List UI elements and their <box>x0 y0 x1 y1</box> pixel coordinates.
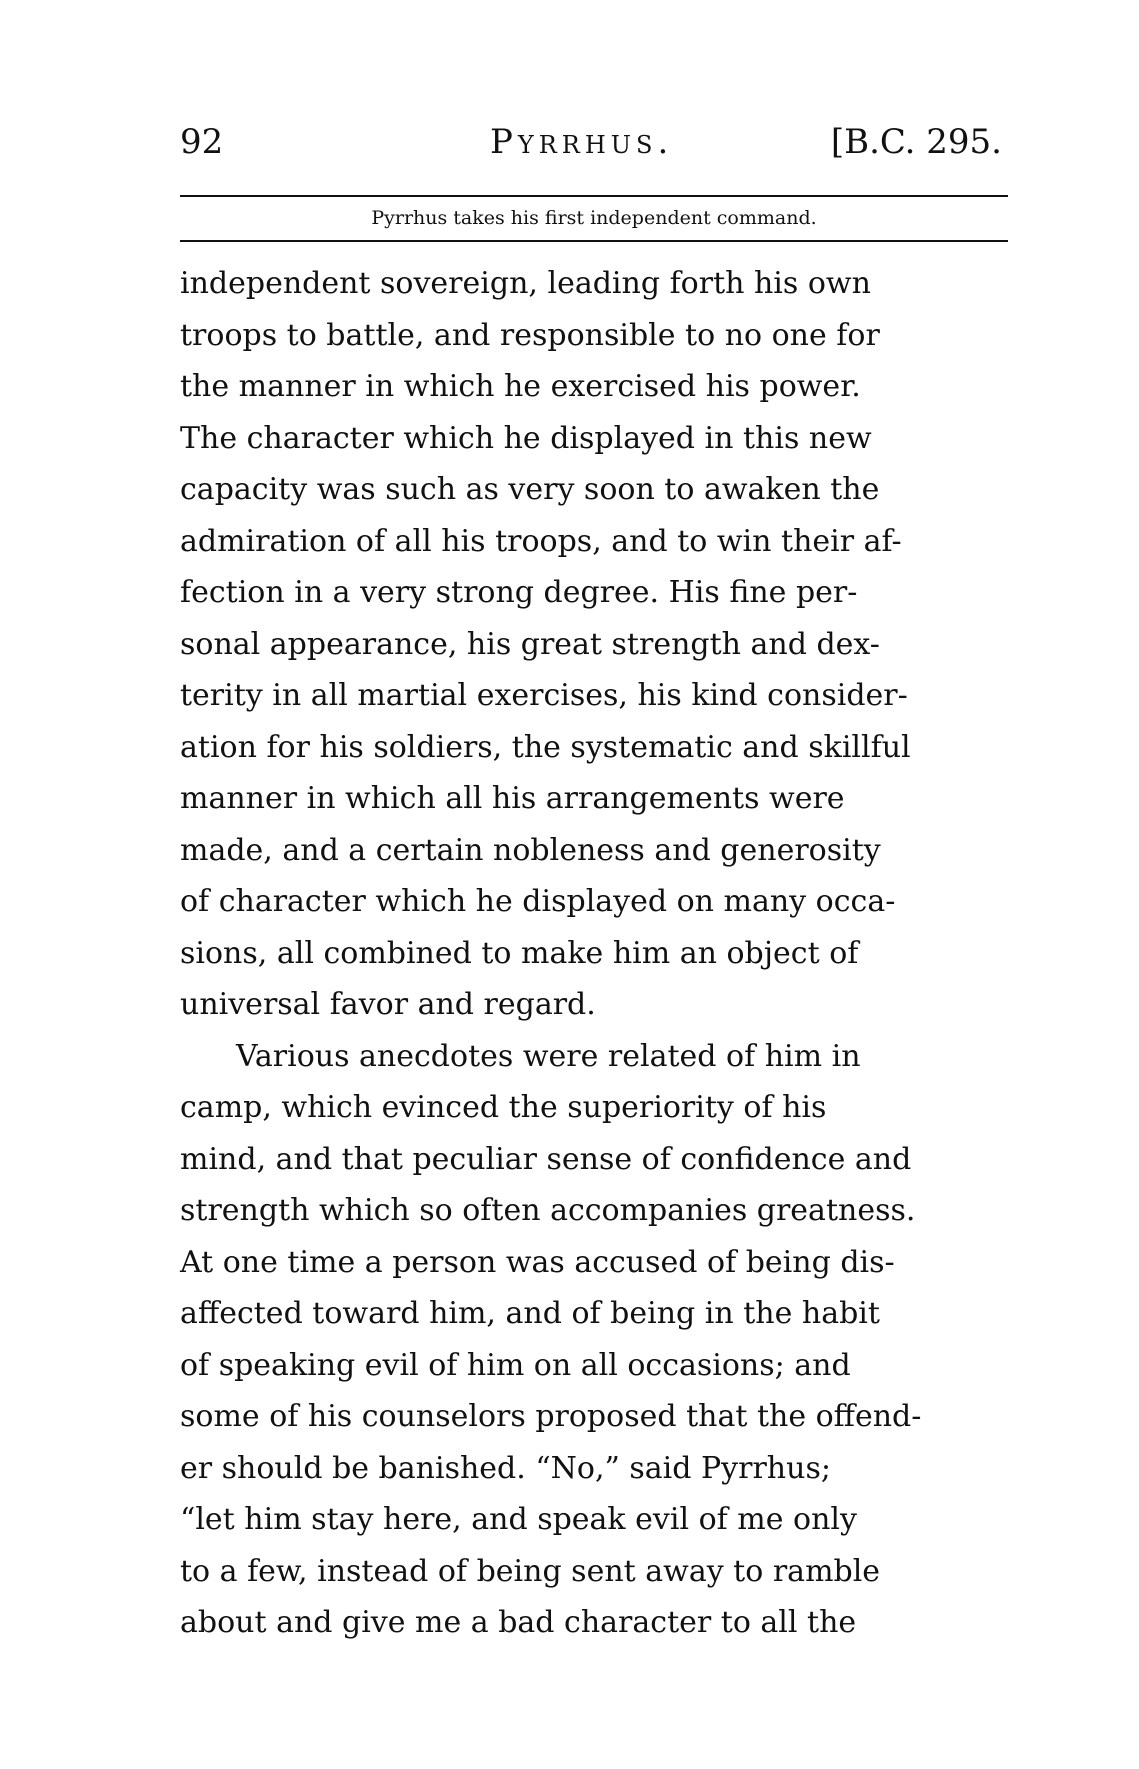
text-line: affected toward him, and of being in the habit <box>180 1296 880 1331</box>
text-line: ation for his soldiers, the systematic and skillful <box>180 729 911 765</box>
text-line: strength which so often accompanies greatness. <box>180 1193 916 1228</box>
running-head <box>180 118 1010 178</box>
text-line: sonal appearance, his great strength and dex- <box>180 626 880 662</box>
text-line: admiration of all his troops, and to win their af- <box>180 523 902 559</box>
text-line: At one time a person was accused of being dis- <box>180 1244 895 1280</box>
text-line: terity in all martial exercises, his kind consider- <box>180 678 908 713</box>
text-line: of character which he displayed on many occa- <box>180 884 896 919</box>
header-rule-bottom <box>180 240 1008 242</box>
text-line: of speaking evil of him on all occasions; and <box>180 1347 851 1383</box>
text-line: fection in a very strong degree. His fine per- <box>180 575 858 610</box>
text-line: independent sovereign, leading forth his own <box>180 266 871 301</box>
text-line: manner in which all his arrangements were <box>180 781 845 816</box>
text-line: The character which he displayed in this new <box>180 420 872 456</box>
text-line: troops to battle, and responsible to no one for <box>180 317 880 353</box>
text-line: universal favor and regard. <box>180 987 596 1022</box>
text-line: “let him stay here, and speak evil of me only <box>180 1502 857 1537</box>
text-line: to a few, instead of being sent away to ramble <box>180 1553 881 1589</box>
text-line: capacity was such as very soon to awaken the <box>180 472 880 507</box>
text-line: camp, which evinced the superiority of his <box>180 1090 827 1125</box>
text-line: er should be banished. “No,” said Pyrrhus; <box>180 1450 831 1486</box>
header-rule-top <box>180 195 1008 197</box>
section-subheading: Pyrrhus takes his first independent command. <box>371 207 817 229</box>
date-reference: [B.C. 295. <box>830 122 1002 162</box>
body-text <box>180 258 1008 1649</box>
text-line: made, and a certain nobleness and generosity <box>180 832 881 868</box>
text-line: mind, and that peculiar sense of confidence and <box>180 1141 912 1177</box>
running-title: Pyrrhus. <box>490 122 674 162</box>
page-number: 92 <box>180 122 224 162</box>
text-line: the manner in which he exercised his power. <box>180 369 861 404</box>
text-line: some of his counselors proposed that the offend- <box>180 1399 922 1434</box>
paragraph-start-line: Various anecdotes were related of him in <box>236 1038 861 1074</box>
text-line: sions, all combined to make him an object of <box>180 935 859 971</box>
text-line: about and give me a bad character to all the <box>180 1605 857 1640</box>
